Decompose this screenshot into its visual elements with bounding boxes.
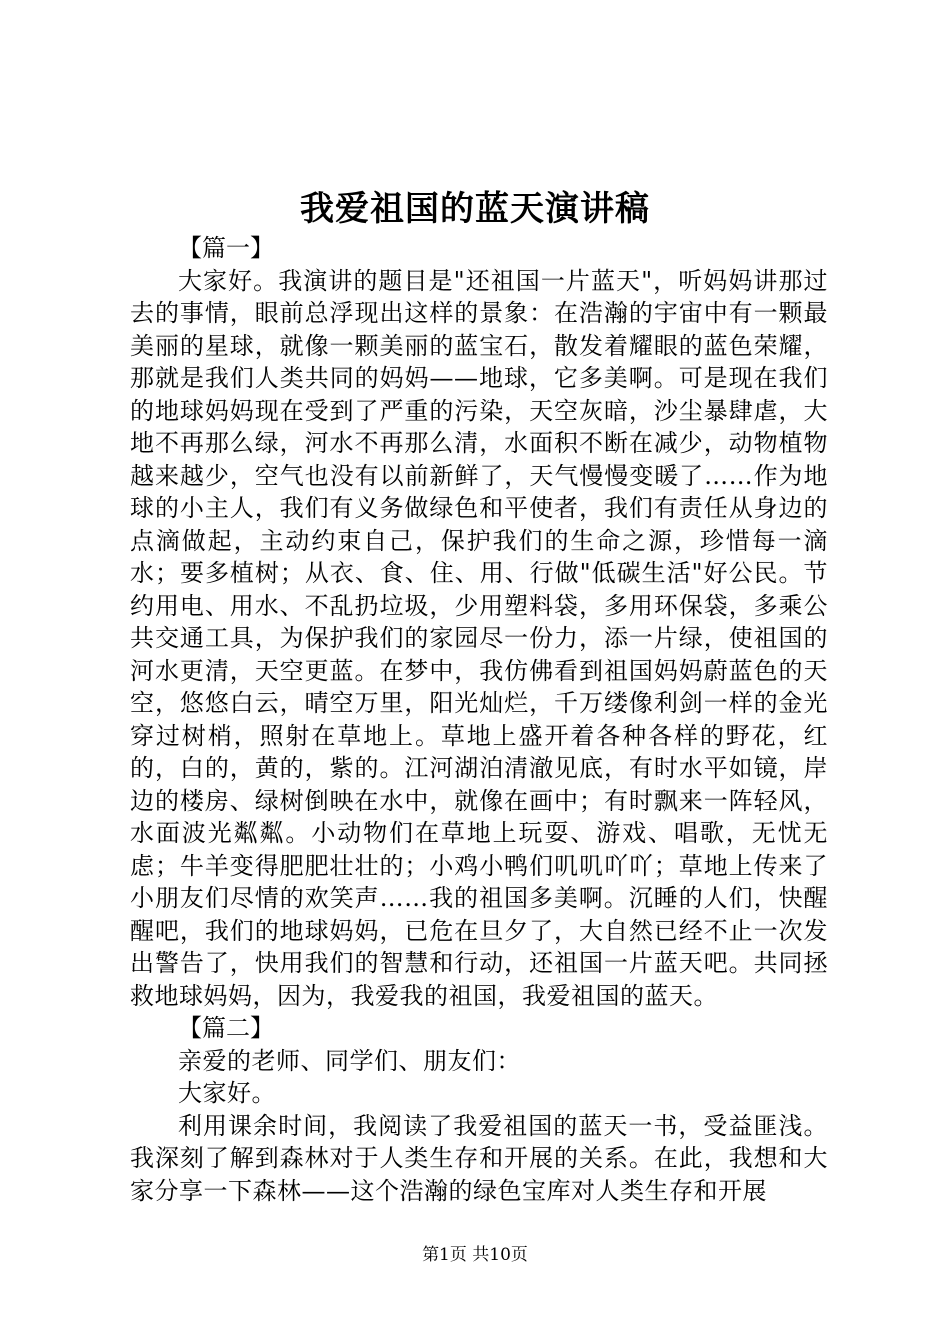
section-heading-1: 【篇一】 — [178, 234, 274, 262]
section-2-paragraph: 利用课余时间，我阅读了我爱祖国的蓝天一书，受益匪浅。我深刻了解到森林对于人类生存和开展的关系。在此，我想和大家分享一下森林——这个浩瀚的绿色宝库对人类生存和开展 — [130, 1111, 828, 1205]
document-body — [130, 232, 828, 1207]
section-2-greeting: 亲爱的老师、同学们、朋友们： — [178, 1046, 521, 1075]
section-1-paragraph: 大家好。我演讲的题目是"还祖国一片蓝天"，听妈妈讲那过去的事情，眼前总浮现出这样的景象：在浩瀚的宇宙中有一颗最美丽的星球，就像一颗美丽的蓝宝石，散发着耀眼的蓝色荣耀，那就是我们人类共同的妈妈——地球，它多美啊。可是现在我们的地球妈妈现在受到了严重的污染，天空灰暗，沙尘暴肆虐，大地不再那么绿，河水不再那么清，水面积不断在减少，动物植物越来越少，空气也没有以前新鲜了，天气慢慢变暖了……作为地球的小主人，我们有义务做绿色和平使者，我们有责任从身边的点滴做起，主动约束自己，保护我们的生命之源，珍惜每一滴水；要多植树；从衣、食、住、用、行做"低碳生活"好公民。节约用电、用水、不乱扔垃圾，少用塑料袋，多用环保袋，多乘公共交通工具，为保护我们的家园尽一份力，添一片绿，使祖国的河水更清，天空更蓝。在梦中，我仿佛看到祖国妈妈蔚蓝色的天空，悠悠白云，晴空万里，阳光灿烂，千万缕像利剑一样的金光穿过树梢，照射在草地上。草地上盛开着各种各样的野花，红的，白的，黄的，紫的。江河湖泊清澈见底，有时水平如镜，岸边的楼房、绿树倒映在水中，就像在画中；有时飘来一阵轻风，水面波光粼粼。小动物们在草地上玩耍、游戏、唱歌，无忧无虑；牛羊变得肥肥壮壮的；小鸡小鸭们叽叽吖吖；草地上传来了小朋友们尽情的欢笑声……我的祖国多美啊。沉睡的人们，快醒醒吧，我们的地球妈妈，已危在旦夕了，大自然已经不止一次发出警告了，快用我们的智慧和行动，还祖国一片蓝天吧。共同拯救地球妈妈，因为，我爱我的祖国，我爱祖国的蓝天。 — [130, 266, 828, 1010]
section-2-hello: 大家好。 — [178, 1079, 276, 1107]
document-title: 我爱祖国的蓝天演讲稿 — [300, 189, 650, 229]
page-footer: 第1页 共10页 — [422, 1245, 528, 1265]
section-heading-2: 【篇二】 — [178, 1014, 274, 1042]
